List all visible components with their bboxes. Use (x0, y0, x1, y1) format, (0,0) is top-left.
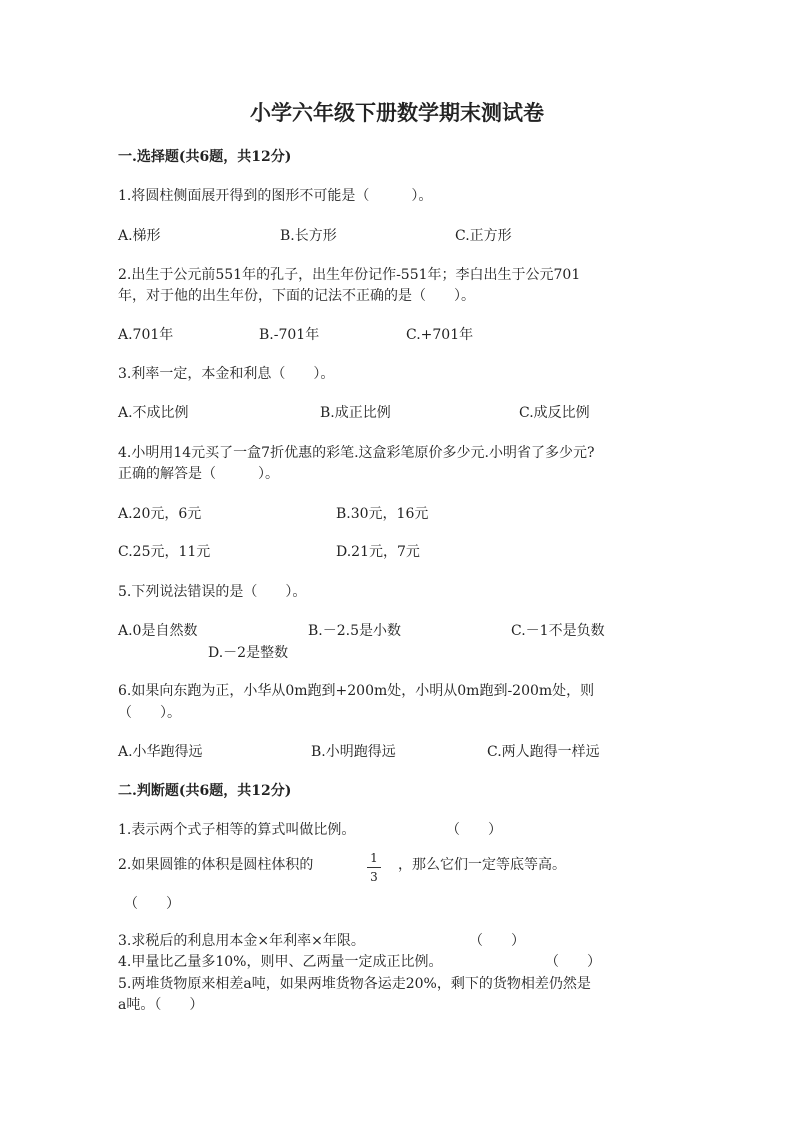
page-title: 小学六年级下册数学期末测试卷 (250, 100, 544, 125)
section-heading-choice: 一.选择题(共6题，共12分) (118, 149, 292, 165)
q1-option-a: A.梯形 (118, 228, 161, 244)
q2-option-b: B.-701年 (259, 327, 320, 343)
q5-option-c: C.－1不是负数 (511, 623, 605, 639)
q5-option-d: D.－2是整数 (208, 645, 289, 661)
fraction-numerator: 1 (370, 851, 378, 865)
q4-option-b: B.30元，16元 (336, 506, 429, 522)
question-6-line-2: （ ）。 (118, 705, 181, 721)
q5-option-b: B.－2.5是小数 (308, 623, 402, 639)
q3-option-c: C.成反比例 (519, 405, 590, 421)
judgment-2-after: ，那么它们一定等底等高。 (398, 857, 566, 873)
section-heading-judgment: 二.判断题(共6题，共12分) (118, 783, 292, 799)
question-6-line-1: 6.如果向东跑为正，小华从0m跑到+200m处，小明从0m跑到-200m处，则 (118, 683, 595, 699)
q1-option-c: C.正方形 (455, 228, 512, 244)
q6-option-a: A.小华跑得远 (118, 744, 203, 760)
question-2-line-1: 2.出生于公元前551年的孔子，出生年份记作-551年；李白出生于公元701 (118, 267, 581, 283)
question-3: 3.利率一定，本金和利息（ ）。 (118, 366, 335, 382)
fraction-denominator: 3 (370, 870, 378, 884)
q5-option-a: A.0是自然数 (118, 623, 198, 639)
fraction-bar (367, 867, 381, 868)
judgment-3-paren: （ ） (469, 933, 525, 949)
q2-option-a: A.701年 (118, 327, 174, 343)
q6-option-b: B.小明跑得远 (311, 744, 396, 760)
judgment-4-paren: （ ） (545, 954, 601, 970)
judgment-1: 1.表示两个式子相等的算式叫做比例。 (118, 822, 356, 838)
question-1: 1.将圆柱侧面展开得到的图形不可能是（ ）。 (118, 188, 433, 204)
judgment-5-line-1: 5.两堆货物原来相差a吨，如果两堆货物各运走20%，剩下的货物相差仍然是 (118, 976, 591, 992)
judgment-2-before: 2.如果圆锥的体积是圆柱体积的 (118, 857, 314, 873)
q3-option-b: B.成正比例 (320, 405, 391, 421)
q6-option-c: C.两人跑得一样远 (487, 744, 600, 760)
q4-option-a: A.20元，6元 (118, 506, 202, 522)
q3-option-a: A.不成比例 (118, 405, 189, 421)
judgment-5-line-2: a吨。（ ） (118, 997, 204, 1013)
q2-option-c: C.+701年 (406, 327, 474, 343)
question-5: 5.下列说法错误的是（ ）。 (118, 584, 307, 600)
judgment-3: 3.求税后的利息用本金×年利率×年限。 (118, 933, 365, 949)
q4-option-c: C.25元，11元 (118, 544, 211, 560)
question-4-line-2: 正确的解答是（ ）。 (118, 466, 279, 482)
fraction-one-third (366, 851, 382, 884)
question-4-line-1: 4.小明用14元买了一盒7折优惠的彩笔.这盒彩笔原价多少元.小明省了多少元? (118, 445, 595, 461)
q4-option-d: D.21元，7元 (336, 544, 420, 560)
judgment-1-paren: （ ） (446, 822, 502, 838)
judgment-4: 4.甲量比乙量多10%，则甲、乙两量一定成正比例。 (118, 954, 443, 970)
question-2-line-2: 年，对于他的出生年份，下面的记法不正确的是（ ）。 (118, 288, 475, 304)
q1-option-b: B.长方形 (280, 228, 337, 244)
judgment-2-paren: （ ） (124, 896, 180, 912)
